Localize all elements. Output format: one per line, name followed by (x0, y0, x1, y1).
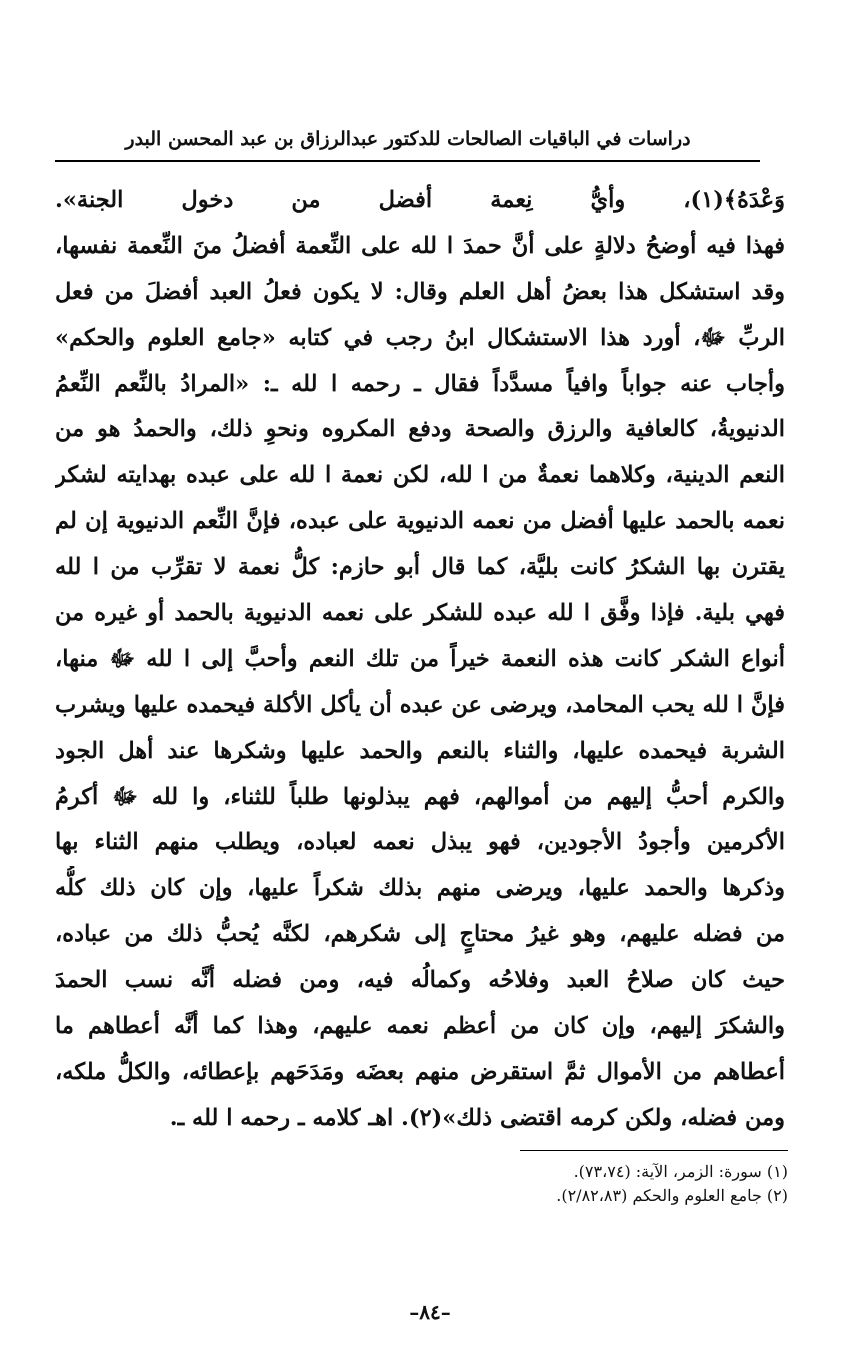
text-line: وأجاب عنه جواباً وافياً مسدَّداً فقال ـ رحمه ا لله ـ: «المرادُ بالنِّعم النِّعمُ (55, 370, 785, 397)
text-line: النعم الدينية، وكلاهما نعمةٌ من ا لله، لكن نعمة ا لله على عبده بهدايته لشكر (55, 462, 785, 489)
footnote-divider (520, 1150, 788, 1151)
text-line: الدنيويةُ، كالعافية والرزق والصحة ودفع المكروه ونحوِ ذلك، والحمدُ هو من (55, 416, 785, 443)
text-line: من فضله عليهم، وهو غيرُ محتاجٍ إلى شكرهم، لكنَّه يُحبُّ ذلك من عباده، (55, 921, 785, 948)
footnote: (٢) جامع العلوم والحكم (٢/٨٢،٨٣). (556, 1186, 788, 1205)
text-line: الأكرمين وأجودُ الأجودين، فهو يبذل نعمه لعباده، ويطلب منهم الثناء بها (55, 829, 785, 856)
footnotes (420, 1160, 788, 1208)
text-line: فإنَّ ا لله يحب المحامد، ويرضى عن عبده أن يأكل الأكلة فيحمده عليها ويشرب (55, 691, 785, 718)
text-line: فهي بلية. فإذا وفَّق ا لله عبده للشكر على نعمه الدنيوية بالحمد أو غيره من (55, 600, 785, 627)
text-line: وَعْدَهُ﴾(١)، وأيُّ نِعمة أفضل من دخول الجنة». (55, 187, 785, 213)
footnote: (١) سورة: الزمر، الآية: (٧٣،٧٤). (573, 1162, 788, 1181)
text-line: وذكرها والحمد عليها، ويرضى منهم بذلك شكراً عليها، وإن كان ذلك كلُّه (55, 875, 785, 902)
text-line: أنواع الشكر كانت هذه النعمة خيراً من تلك النعم وأحبَّ إلى ا لله ﷻ منها، (55, 645, 785, 672)
page-number: –٨٤– (409, 1300, 451, 1324)
text-line: والكرم أحبُّ إليهم من أموالهم، فهم يبذلونها طلباً للثناء، وا لله ﷻ أكرمُ (55, 783, 785, 810)
main-text (55, 178, 785, 1142)
running-header: دراسات في الباقيات الصالحات للدكتور عبدالرزاق بن عبد المحسن البدر (125, 128, 691, 150)
header-divider (55, 160, 760, 162)
text-line: والشكرَ إليهم، وإن كان من أعظم نعمه عليهم، وهذا كما أنَّه أعطاهم ما (55, 1013, 785, 1040)
text-line: حيث كان صلاحُ العبد وفلاحُه وكمالُه فيه، ومن فضله أنَّه نسب الحمدَ (55, 967, 785, 994)
text-line: الشربة فيحمده عليها، والثناء بالنعم والحمد عليها وشكرها عند أهل الجود (55, 737, 785, 764)
text-line: الربِّ ﷻ، أورد هذا الاستشكال ابنُ رجب في كتابه «جامع العلوم والحكم» (55, 324, 785, 351)
text-line: وقد استشكل هذا بعضُ أهل العلم وقال: لا يكون فعلُ العبد أفضلَ من فعل (55, 278, 785, 305)
text-line: ومن فضله، ولكن كرمه اقتضى ذلك»(٢). اهـ كلامه ـ رحمه ا لله ـ. (169, 1104, 785, 1131)
text-line: يقترن بها الشكرُ كانت بليَّة، كما قال أبو حازم: كلُّ نعمة لا تقرِّب من ا لله (55, 554, 785, 581)
text-line: نعمه بالحمد عليها أفضل من نعمه الدنيوية على عبده، فإنَّ النِّعم الدنيوية إن لم (55, 508, 785, 535)
text-line: أعطاهم من الأموال ثمَّ استقرض منهم بعضَه ومَدَحَهم بإعطائه، والكلُّ ملكه، (55, 1058, 785, 1085)
text-line: فهذا فيه أوضحُ دلالةٍ على أنَّ حمدَ ا لله على النِّعمة أفضلُ منَ النِّعمة نفسها، (55, 232, 785, 259)
